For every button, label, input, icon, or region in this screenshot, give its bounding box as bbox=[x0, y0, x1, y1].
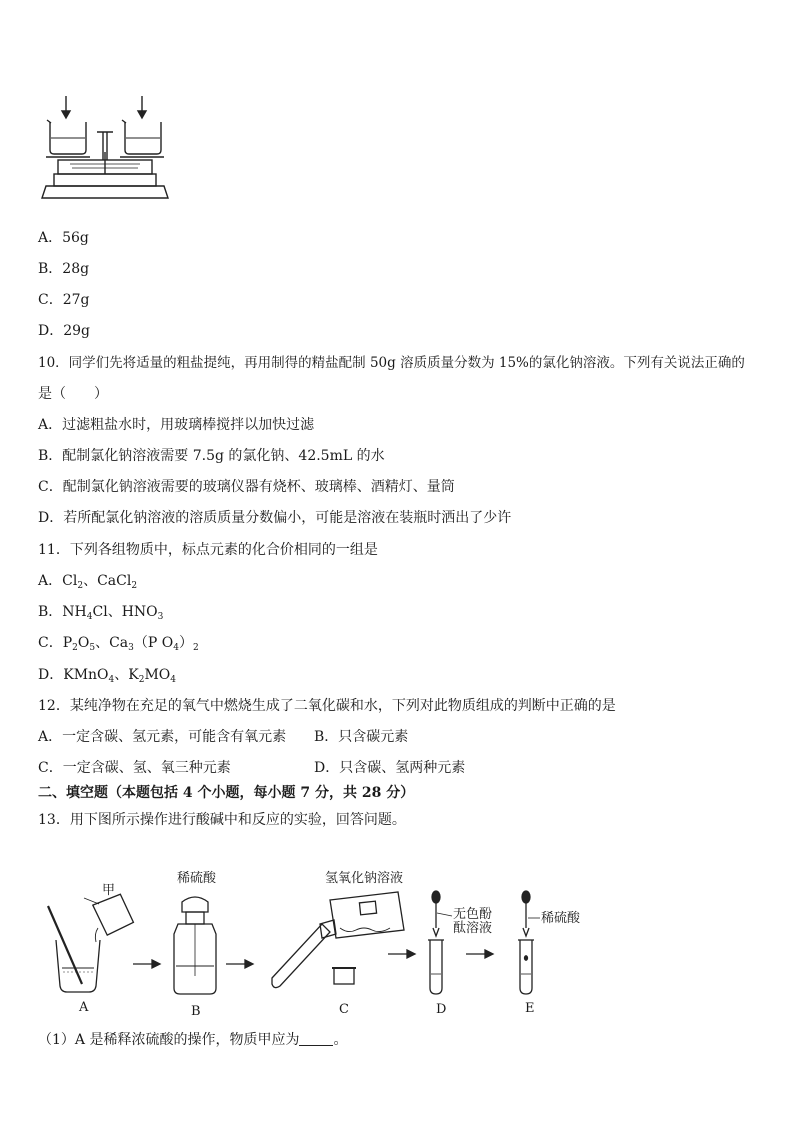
q12-stem: 12．某纯净物在充足的氧气中燃烧生成了二氧化碳和水，下列对此物质组成的判断中正确的是 bbox=[38, 698, 616, 714]
label-dilute-sulfuric-acid-e: 稀硫酸 bbox=[541, 911, 581, 926]
formula: ） bbox=[178, 635, 193, 651]
q10-option-d: D．若所配氯化钠溶液的溶质质量分数偏小，可能是溶液在装瓶时洒出了少许 bbox=[38, 510, 512, 526]
subquestion-end: 。 bbox=[333, 1032, 348, 1048]
subscript: 2 bbox=[192, 643, 199, 653]
label-phenolphthalein-1: 无色酚 bbox=[453, 907, 493, 922]
q12-option-b: B．只含碳元素 bbox=[314, 729, 409, 745]
q12-option-a: A．一定含碳、氢元素，可能含有氧元素 bbox=[38, 729, 287, 745]
formula: NH bbox=[62, 604, 87, 620]
formula: Cl bbox=[92, 604, 108, 620]
formula: KMnO bbox=[63, 667, 109, 683]
subscript: 2 bbox=[138, 675, 145, 685]
q10-option-c: C．配制氯化钠溶液需要的玻璃仪器有烧杯、玻璃棒、酒精灯、量筒 bbox=[38, 479, 455, 495]
step-label-d: D bbox=[436, 1002, 447, 1017]
option-prefix: D． bbox=[38, 667, 64, 683]
separator: 、 bbox=[95, 635, 110, 651]
subscript: 4 bbox=[173, 643, 179, 653]
subscript: 2 bbox=[131, 581, 138, 591]
label-naoh-solution: 氢氧化钠溶液 bbox=[325, 871, 404, 886]
q10-option-a: A．过滤粗盐水时，用玻璃棒搅拌以加快过滤 bbox=[38, 417, 315, 433]
q9-option-b: B．28g bbox=[38, 261, 90, 277]
step-label-b: B bbox=[191, 1004, 201, 1019]
separator: 、 bbox=[83, 573, 98, 589]
q9-option-a: A．56g bbox=[38, 230, 89, 246]
subscript: 2 bbox=[72, 643, 78, 653]
formula: HNO bbox=[121, 604, 158, 620]
option-prefix: B． bbox=[38, 604, 63, 620]
separator: 、 bbox=[107, 604, 122, 620]
q13-subquestion-1 bbox=[38, 1031, 347, 1049]
q12-option-c: C．一定含碳、氢、氧三种元素 bbox=[38, 760, 231, 776]
formula: P bbox=[62, 635, 73, 651]
formula: Ca bbox=[109, 635, 129, 651]
formula: K bbox=[128, 667, 139, 683]
q13-stem: 13．用下图所示操作进行酸碱中和反应的实验，回答问题。 bbox=[38, 812, 406, 828]
option-prefix: A． bbox=[38, 573, 63, 589]
q9-option-c: C．27g bbox=[38, 292, 90, 308]
subscript: 2 bbox=[77, 581, 84, 591]
step-label-a: A bbox=[79, 1000, 89, 1015]
subscript: 3 bbox=[128, 643, 134, 653]
subquestion-text: （1）A 是稀释浓硫酸的操作，物质甲应为 bbox=[38, 1032, 300, 1048]
formula: MO bbox=[144, 667, 171, 683]
section-heading: 二、填空题（本题包括 4 个小题，每小题 7 分，共 28 分） bbox=[38, 785, 415, 801]
q12-option-d: D．只含碳、氢两种元素 bbox=[314, 760, 466, 776]
q9-option-d: D．29g bbox=[38, 323, 91, 339]
q10-stem-line1: 10．同学们先将适量的粗盐提纯，再用制得的精盐配制 50g 溶质质量分数为 15%的氯化钠溶液。下列有关说法正确的 bbox=[38, 355, 745, 371]
formula: CaCl bbox=[97, 573, 132, 589]
q11-stem: 11．下列各组物质中，标点元素的化合价相同的一组是 bbox=[38, 542, 378, 558]
separator: 、 bbox=[114, 667, 129, 683]
subscript: 4 bbox=[108, 675, 115, 685]
subscript: 5 bbox=[89, 643, 96, 653]
formula: Cl bbox=[62, 573, 78, 589]
subscript: 4 bbox=[170, 675, 177, 685]
subscript: 3 bbox=[157, 612, 164, 622]
q10-option-b: B．配制氯化钠溶液需要 7.5g 的氯化钠、42.5mL 的水 bbox=[38, 448, 385, 464]
option-prefix: C． bbox=[38, 635, 63, 651]
answer-blank[interactable] bbox=[299, 1031, 333, 1046]
formula: （P O bbox=[133, 635, 174, 651]
step-label-e: E bbox=[525, 1001, 535, 1016]
step-label-c: C bbox=[339, 1002, 349, 1017]
label-phenolphthalein-2: 酞溶液 bbox=[453, 921, 493, 936]
subscript: 4 bbox=[86, 612, 93, 622]
label-jia: 甲 bbox=[102, 883, 116, 898]
label-dilute-sulfuric-acid-b: 稀硫酸 bbox=[177, 871, 217, 886]
formula: O bbox=[77, 635, 90, 651]
q10-stem-line2: 是（ ） bbox=[38, 386, 108, 402]
